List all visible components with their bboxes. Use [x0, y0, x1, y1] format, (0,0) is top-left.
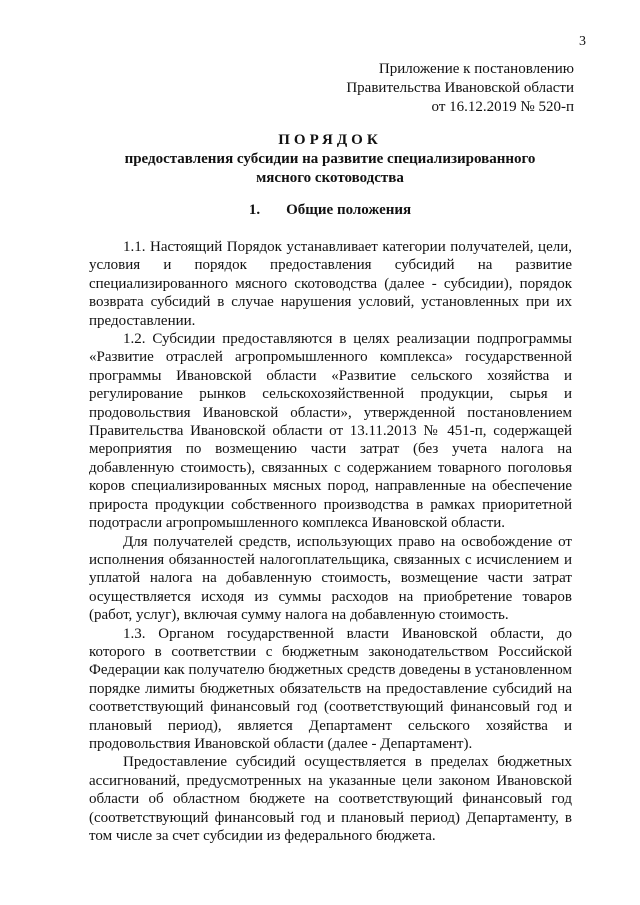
- document-title: ПОРЯДОК: [278, 132, 382, 148]
- section-title: Общие положения: [286, 202, 412, 218]
- appendix-line: от 16.12.2019 № 520-п: [431, 99, 574, 115]
- section-number: 1.: [248, 202, 261, 218]
- appendix-line: Правительства Ивановской области: [346, 80, 574, 96]
- page-number: 3: [579, 34, 586, 49]
- paragraph: Предоставление субсидий осуществляется в пределах бюджетных ассигнований, предусмотренных на указанные цели законом Ивановской области об областном бюджете на соответствующий финансовый год (соответствующий финансовый год и плановый период) Департаменту, в том числе за счет субсидии из федерального бюджета.: [89, 754, 572, 844]
- appendix-line: Приложение к постановлению: [378, 61, 574, 77]
- appendix-note: [346, 60, 574, 117]
- section-heading: [88, 200, 572, 220]
- paragraph: 1.1. Настоящий Порядок устанавливает категории получателей, цели, условия и порядок предоставления субсидий на развитие специализированного мясного скотоводства (далее - субсидии), порядок возврата субсидий в случае нарушения условий, установленных при их предоставлении.: [89, 239, 572, 329]
- subtitle-line: предоставления субсидии на развитие специализированного: [124, 151, 536, 167]
- subtitle-line: мясного скотоводства: [256, 170, 404, 186]
- paragraph: 1.3. Органом государственной власти Ивановской области, до которого в соответствии с бюджетным законодательством Российской Федерации как получателю бюджетных средств доведены в установленном порядке лимиты бюджетных обязательств на предоставление субсидий на соответствующий финансовый год (соответствующий финансовый год и плановый период), является Департамент сельского хозяйства и продовольствия Ивановской области (далее - Департамент).: [89, 625, 572, 752]
- paragraph: Для получателей средств, использующих право на освобождение от исполнения обязанностей налогоплательщика, связанных с исчислением и уплатой налога на добавленную стоимость, возмещение части затрат осуществляется исходя из суммы расходов на приобретение товаров (работ, услуг), включая сумму налога на добавленную стоимость.: [89, 533, 572, 624]
- paragraph: 1.2. Субсидии предоставляются в целях реализации подпрограммы «Развитие отраслей агропромышленного комплекса» государственной программы Ивановской области «Развитие сельского хозяйства и регулирование рынков сельскохозяйственной продукции, сырья и продовольствия Ивановской области», утвержденной постановлением Правительства Ивановской области от 13.11.2013 № 451-п, содержащей мероприятия по возмещению части затрат (без учета налога на добавленную стоимость), связанных с содержанием товарного поголовья коров специализированных мясных пород, направленные на обеспечение прироста продукции собственного производства в рамках приоритетной подотрасли агропромышленного комплекса Ивановской области.: [89, 331, 572, 532]
- document-title-block: [88, 130, 572, 188]
- document-subtitle: [88, 150, 572, 188]
- document-body: [89, 238, 572, 845]
